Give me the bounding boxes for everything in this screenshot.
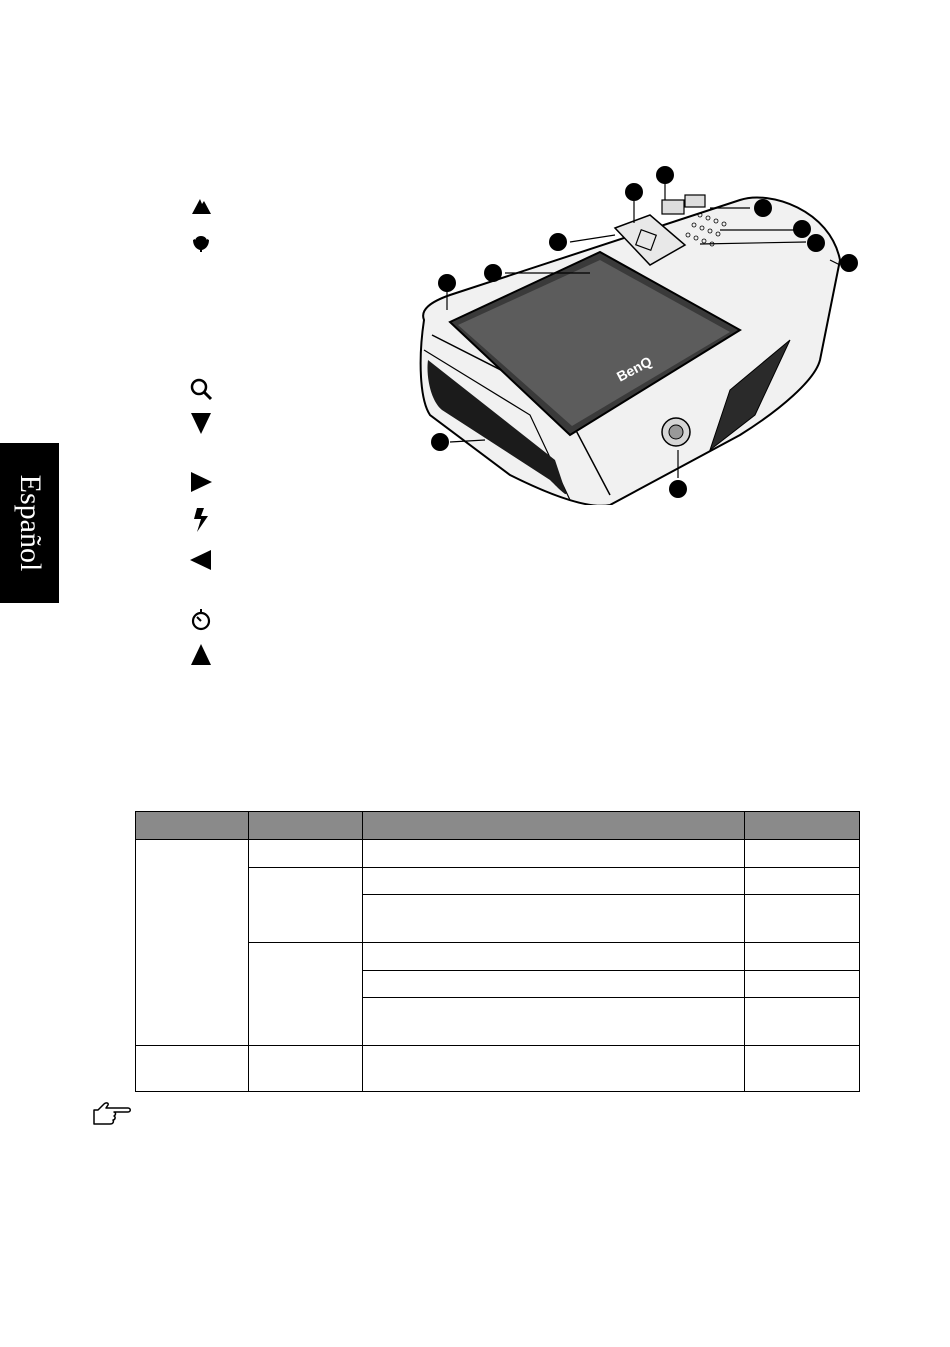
table-header-cell — [136, 812, 249, 840]
table-cell — [745, 868, 860, 895]
table-cell — [248, 840, 362, 868]
table-cell — [362, 1046, 744, 1092]
zoom-icon — [186, 374, 216, 404]
camera-illustration — [410, 160, 870, 505]
table-cell — [362, 868, 744, 895]
table-header-cell — [248, 812, 362, 840]
table-cell — [362, 943, 744, 971]
table-cell — [745, 840, 860, 868]
language-tab-label: Español — [13, 474, 47, 572]
language-tab — [0, 443, 59, 603]
arrow-left-icon — [186, 545, 216, 575]
table-row — [136, 1046, 860, 1092]
table-cell — [136, 1046, 249, 1092]
table-cell — [362, 840, 744, 868]
pointing-hand-icon — [92, 1102, 132, 1128]
table-cell — [745, 998, 860, 1046]
flash-icon — [186, 505, 216, 535]
table-header-cell — [745, 812, 860, 840]
table-cell — [362, 895, 744, 943]
table-row — [136, 840, 860, 868]
table-cell — [745, 971, 860, 998]
table-cell — [745, 1046, 860, 1092]
table-header-cell — [362, 812, 744, 840]
table-cell — [745, 943, 860, 971]
self-timer-icon — [186, 605, 216, 635]
macro-icon — [186, 227, 216, 257]
table-header-row — [136, 812, 860, 840]
arrow-right-icon — [186, 467, 216, 497]
table-cell — [248, 943, 362, 1046]
table-cell — [248, 868, 362, 943]
landscape-icon — [186, 190, 216, 220]
table-cell — [362, 971, 744, 998]
spec-table — [135, 811, 860, 1092]
table-cell — [362, 998, 744, 1046]
table-cell — [136, 840, 249, 1046]
table-cell — [745, 895, 860, 943]
brand-logo: BenQ — [613, 352, 655, 385]
arrow-down-icon — [186, 409, 216, 439]
table-cell — [248, 1046, 362, 1092]
arrow-up-icon — [186, 640, 216, 670]
